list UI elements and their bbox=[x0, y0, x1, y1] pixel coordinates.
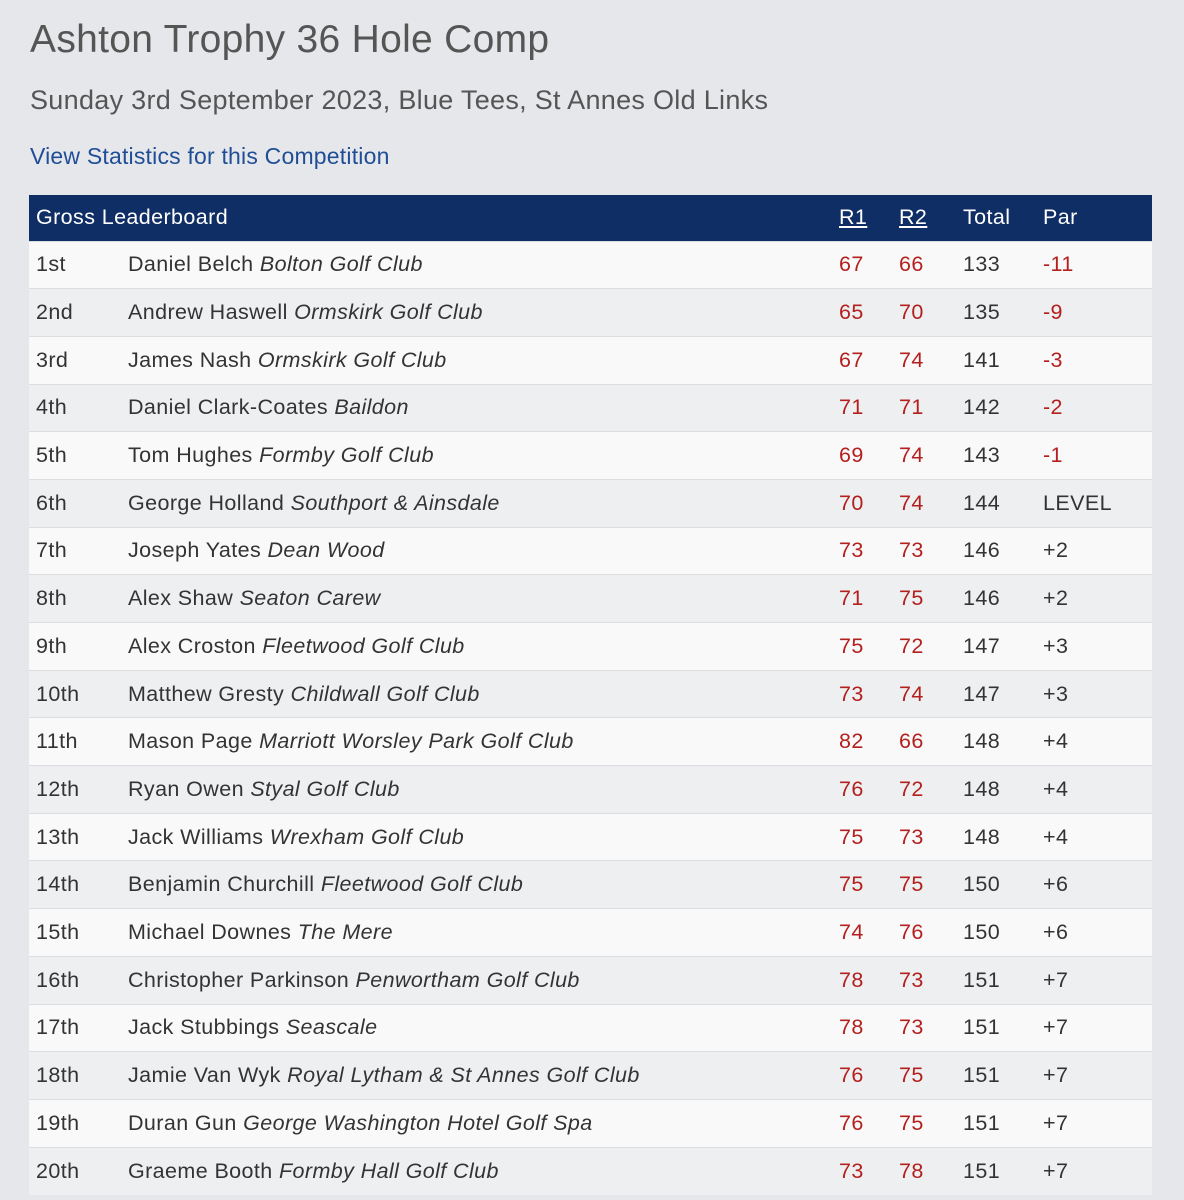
player-name[interactable]: Jamie Van Wyk bbox=[128, 1063, 281, 1088]
r1-score: 69 bbox=[839, 432, 899, 480]
player-club: George Washington Hotel Golf Spa bbox=[243, 1110, 593, 1135]
leaderboard-row[interactable] bbox=[29, 289, 1152, 337]
player-club: Formby Golf Club bbox=[259, 443, 434, 468]
total-score: 146 bbox=[963, 527, 1043, 575]
player-club: Fleetwood Golf Club bbox=[320, 872, 524, 897]
par-score: -2 bbox=[1043, 384, 1152, 432]
position-cell: 9th bbox=[29, 623, 128, 671]
r2-score: 76 bbox=[899, 909, 963, 957]
position-cell: 4th bbox=[29, 384, 128, 432]
position-cell: 18th bbox=[29, 1052, 128, 1100]
player-name[interactable]: Ryan Owen bbox=[128, 776, 244, 801]
r1-score: 73 bbox=[839, 670, 899, 718]
player-name[interactable]: Andrew Haswell bbox=[128, 300, 288, 325]
player-name[interactable]: Tom Hughes bbox=[128, 443, 253, 468]
player-cell[interactable] bbox=[128, 909, 839, 957]
player-club: Ormskirk Golf Club bbox=[294, 300, 483, 325]
par-score: LEVEL bbox=[1043, 479, 1152, 527]
r1-sort-link[interactable]: R1 bbox=[839, 205, 868, 230]
player-cell[interactable] bbox=[128, 432, 839, 480]
position-cell: 11th bbox=[29, 718, 128, 766]
leaderboard-row[interactable] bbox=[29, 670, 1152, 718]
position-cell: 5th bbox=[29, 432, 128, 480]
total-score: 151 bbox=[963, 1099, 1043, 1147]
player-club: Baildon bbox=[334, 395, 409, 420]
position-cell: 10th bbox=[29, 670, 128, 718]
total-score: 147 bbox=[963, 670, 1043, 718]
position-cell: 1st bbox=[29, 241, 128, 289]
r1-score: 76 bbox=[839, 1099, 899, 1147]
leaderboard-row[interactable] bbox=[29, 1052, 1152, 1100]
total-score: 148 bbox=[963, 766, 1043, 814]
par-score: +4 bbox=[1043, 813, 1152, 861]
player-cell[interactable] bbox=[128, 670, 839, 718]
r1-score: 75 bbox=[839, 813, 899, 861]
position-cell: 2nd bbox=[29, 289, 128, 337]
r2-score: 75 bbox=[899, 1052, 963, 1100]
player-club: Penwortham Golf Club bbox=[355, 967, 580, 992]
r2-score: 72 bbox=[899, 766, 963, 814]
player-cell[interactable] bbox=[128, 718, 839, 766]
position-cell: 7th bbox=[29, 527, 128, 575]
r2-score: 70 bbox=[899, 289, 963, 337]
leaderboard-row[interactable] bbox=[29, 909, 1152, 957]
r1-score: 76 bbox=[839, 766, 899, 814]
r2-score: 73 bbox=[899, 813, 963, 861]
player-name[interactable]: Christopher Parkinson bbox=[128, 967, 350, 992]
player-club: The Mere bbox=[297, 919, 393, 944]
player-club: Southport & Ainsdale bbox=[290, 490, 500, 515]
r1-score: 78 bbox=[839, 956, 899, 1004]
par-column-header: Par bbox=[1043, 205, 1078, 230]
player-cell[interactable] bbox=[128, 479, 839, 527]
total-score: 148 bbox=[963, 718, 1043, 766]
par-score: +2 bbox=[1043, 575, 1152, 623]
r1-score: 71 bbox=[839, 575, 899, 623]
player-name[interactable]: Daniel Belch bbox=[128, 252, 254, 277]
r2-score: 74 bbox=[899, 479, 963, 527]
position-cell: 16th bbox=[29, 956, 128, 1004]
leaderboard-row[interactable] bbox=[29, 384, 1152, 432]
total-score: 150 bbox=[963, 861, 1043, 909]
leaderboard-row[interactable] bbox=[29, 1099, 1152, 1147]
leaderboard-row[interactable] bbox=[29, 861, 1152, 909]
player-club: Royal Lytham & St Annes Golf Club bbox=[287, 1063, 640, 1088]
player-name[interactable]: Daniel Clark-Coates bbox=[128, 395, 328, 420]
player-name[interactable]: James Nash bbox=[128, 347, 252, 372]
total-score: 133 bbox=[963, 241, 1043, 289]
r1-score: 73 bbox=[839, 527, 899, 575]
player-cell[interactable] bbox=[128, 1004, 839, 1052]
total-score: 143 bbox=[963, 432, 1043, 480]
player-club: Seaton Carew bbox=[239, 586, 381, 611]
player-cell[interactable] bbox=[128, 575, 839, 623]
total-score: 151 bbox=[963, 956, 1043, 1004]
r2-score: 73 bbox=[899, 956, 963, 1004]
page-title: Ashton Trophy 36 Hole Comp bbox=[30, 18, 550, 61]
par-score: +6 bbox=[1043, 909, 1152, 957]
player-cell[interactable] bbox=[128, 289, 839, 337]
r2-score: 78 bbox=[899, 1147, 963, 1195]
r1-score: 74 bbox=[839, 909, 899, 957]
leaderboard-row[interactable] bbox=[29, 718, 1152, 766]
leaderboard-row[interactable] bbox=[29, 813, 1152, 861]
leaderboard-row[interactable] bbox=[29, 432, 1152, 480]
total-score: 151 bbox=[963, 1004, 1043, 1052]
par-score: +6 bbox=[1043, 861, 1152, 909]
player-cell[interactable] bbox=[128, 623, 839, 671]
r2-score: 71 bbox=[899, 384, 963, 432]
player-name[interactable]: Alex Shaw bbox=[128, 586, 234, 611]
player-name[interactable]: Alex Croston bbox=[128, 633, 256, 658]
total-score: 141 bbox=[963, 336, 1043, 384]
leaderboard-row[interactable] bbox=[29, 479, 1152, 527]
player-name[interactable]: Graeme Booth bbox=[128, 1158, 273, 1183]
player-cell[interactable] bbox=[128, 384, 839, 432]
player-club: Childwall Golf Club bbox=[290, 681, 480, 706]
page-subtitle: Sunday 3rd September 2023, Blue Tees, St Annes Old Links bbox=[30, 85, 769, 115]
player-name[interactable]: Duran Gun bbox=[128, 1110, 237, 1135]
r1-score: 82 bbox=[839, 718, 899, 766]
r1-score: 75 bbox=[839, 861, 899, 909]
par-score: +7 bbox=[1043, 1147, 1152, 1195]
player-name[interactable]: Mason Page bbox=[128, 729, 253, 754]
leaderboard-row[interactable] bbox=[29, 623, 1152, 671]
total-score: 146 bbox=[963, 575, 1043, 623]
player-club: Bolton Golf Club bbox=[259, 252, 423, 277]
par-score: +7 bbox=[1043, 956, 1152, 1004]
r2-score: 73 bbox=[899, 527, 963, 575]
leaderboard-row[interactable] bbox=[29, 575, 1152, 623]
player-club: Seascale bbox=[285, 1015, 378, 1040]
r2-score: 66 bbox=[899, 241, 963, 289]
r1-score: 67 bbox=[839, 336, 899, 384]
total-column-header: Total bbox=[963, 205, 1011, 230]
position-cell: 20th bbox=[29, 1147, 128, 1195]
par-score: +3 bbox=[1043, 670, 1152, 718]
player-name[interactable]: Joseph Yates bbox=[128, 538, 262, 563]
total-score: 148 bbox=[963, 813, 1043, 861]
total-score: 135 bbox=[963, 289, 1043, 337]
leaderboard-row[interactable] bbox=[29, 527, 1152, 575]
r1-score: 67 bbox=[839, 241, 899, 289]
player-cell[interactable] bbox=[128, 813, 839, 861]
position-cell: 15th bbox=[29, 909, 128, 957]
r2-score: 72 bbox=[899, 623, 963, 671]
r1-column-header[interactable] bbox=[839, 195, 899, 241]
r2-score: 75 bbox=[899, 861, 963, 909]
player-club: Marriott Worsley Park Golf Club bbox=[259, 729, 574, 754]
player-cell[interactable] bbox=[128, 956, 839, 1004]
leaderboard-row[interactable] bbox=[29, 336, 1152, 384]
par-score: +4 bbox=[1043, 718, 1152, 766]
r2-score: 66 bbox=[899, 718, 963, 766]
player-name[interactable]: Benjamin Churchill bbox=[128, 872, 315, 897]
gross-leaderboard-table bbox=[29, 195, 1152, 1195]
par-score: -3 bbox=[1043, 336, 1152, 384]
player-club: Dean Wood bbox=[267, 538, 385, 563]
view-statistics-link[interactable]: View Statistics for this Competition bbox=[30, 143, 390, 169]
position-cell: 8th bbox=[29, 575, 128, 623]
par-score: +7 bbox=[1043, 1099, 1152, 1147]
r2-sort-link[interactable]: R2 bbox=[899, 205, 928, 230]
player-name[interactable]: Jack Stubbings bbox=[128, 1015, 280, 1040]
leaderboard-row[interactable] bbox=[29, 1147, 1152, 1195]
par-score: +3 bbox=[1043, 623, 1152, 671]
player-cell[interactable] bbox=[128, 527, 839, 575]
player-cell[interactable] bbox=[128, 1147, 839, 1195]
r2-score: 74 bbox=[899, 432, 963, 480]
leaderboard-header-row bbox=[29, 195, 1152, 241]
player-club: Styal Golf Club bbox=[250, 776, 400, 801]
player-name[interactable]: Jack Williams bbox=[128, 824, 264, 849]
position-cell: 14th bbox=[29, 861, 128, 909]
par-score: -9 bbox=[1043, 289, 1152, 337]
position-cell: 3rd bbox=[29, 336, 128, 384]
total-score: 150 bbox=[963, 909, 1043, 957]
r2-score: 74 bbox=[899, 670, 963, 718]
total-score: 144 bbox=[963, 479, 1043, 527]
par-score: +4 bbox=[1043, 766, 1152, 814]
leaderboard-row[interactable] bbox=[29, 956, 1152, 1004]
player-cell[interactable] bbox=[128, 861, 839, 909]
par-score: +2 bbox=[1043, 527, 1152, 575]
par-score: +7 bbox=[1043, 1052, 1152, 1100]
player-club: Ormskirk Golf Club bbox=[257, 347, 447, 372]
leaderboard-body bbox=[29, 241, 1152, 1195]
r2-score: 75 bbox=[899, 1099, 963, 1147]
position-cell: 17th bbox=[29, 1004, 128, 1052]
r2-score: 75 bbox=[899, 575, 963, 623]
r1-score: 78 bbox=[839, 1004, 899, 1052]
total-score: 151 bbox=[963, 1147, 1043, 1195]
total-score: 147 bbox=[963, 623, 1043, 671]
player-cell[interactable] bbox=[128, 241, 839, 289]
r1-score: 71 bbox=[839, 384, 899, 432]
r2-score: 73 bbox=[899, 1004, 963, 1052]
par-score: -11 bbox=[1043, 241, 1152, 289]
position-cell: 12th bbox=[29, 766, 128, 814]
position-cell: 13th bbox=[29, 813, 128, 861]
r1-score: 70 bbox=[839, 479, 899, 527]
total-score: 142 bbox=[963, 384, 1043, 432]
leaderboard-row[interactable] bbox=[29, 1004, 1152, 1052]
player-club: Fleetwood Golf Club bbox=[262, 633, 465, 658]
player-name[interactable]: George Holland bbox=[128, 490, 285, 515]
par-score: -1 bbox=[1043, 432, 1152, 480]
total-score: 151 bbox=[963, 1052, 1043, 1100]
r2-column-header[interactable] bbox=[899, 195, 963, 241]
player-club: Wrexham Golf Club bbox=[269, 824, 465, 849]
player-name[interactable]: Matthew Gresty bbox=[128, 681, 285, 706]
player-cell[interactable] bbox=[128, 336, 839, 384]
player-name[interactable]: Michael Downes bbox=[128, 919, 292, 944]
r1-score: 73 bbox=[839, 1147, 899, 1195]
player-cell[interactable] bbox=[128, 1052, 839, 1100]
leaderboard-row[interactable] bbox=[29, 241, 1152, 289]
leaderboard-heading: Gross Leaderboard bbox=[36, 205, 229, 230]
player-cell[interactable] bbox=[128, 1099, 839, 1147]
r1-score: 75 bbox=[839, 623, 899, 671]
position-cell: 19th bbox=[29, 1099, 128, 1147]
r2-score: 74 bbox=[899, 336, 963, 384]
player-cell[interactable] bbox=[128, 766, 839, 814]
r1-score: 65 bbox=[839, 289, 899, 337]
leaderboard-row[interactable] bbox=[29, 766, 1152, 814]
r1-score: 76 bbox=[839, 1052, 899, 1100]
player-club: Formby Hall Golf Club bbox=[279, 1158, 499, 1183]
position-cell: 6th bbox=[29, 479, 128, 527]
par-score: +7 bbox=[1043, 1004, 1152, 1052]
